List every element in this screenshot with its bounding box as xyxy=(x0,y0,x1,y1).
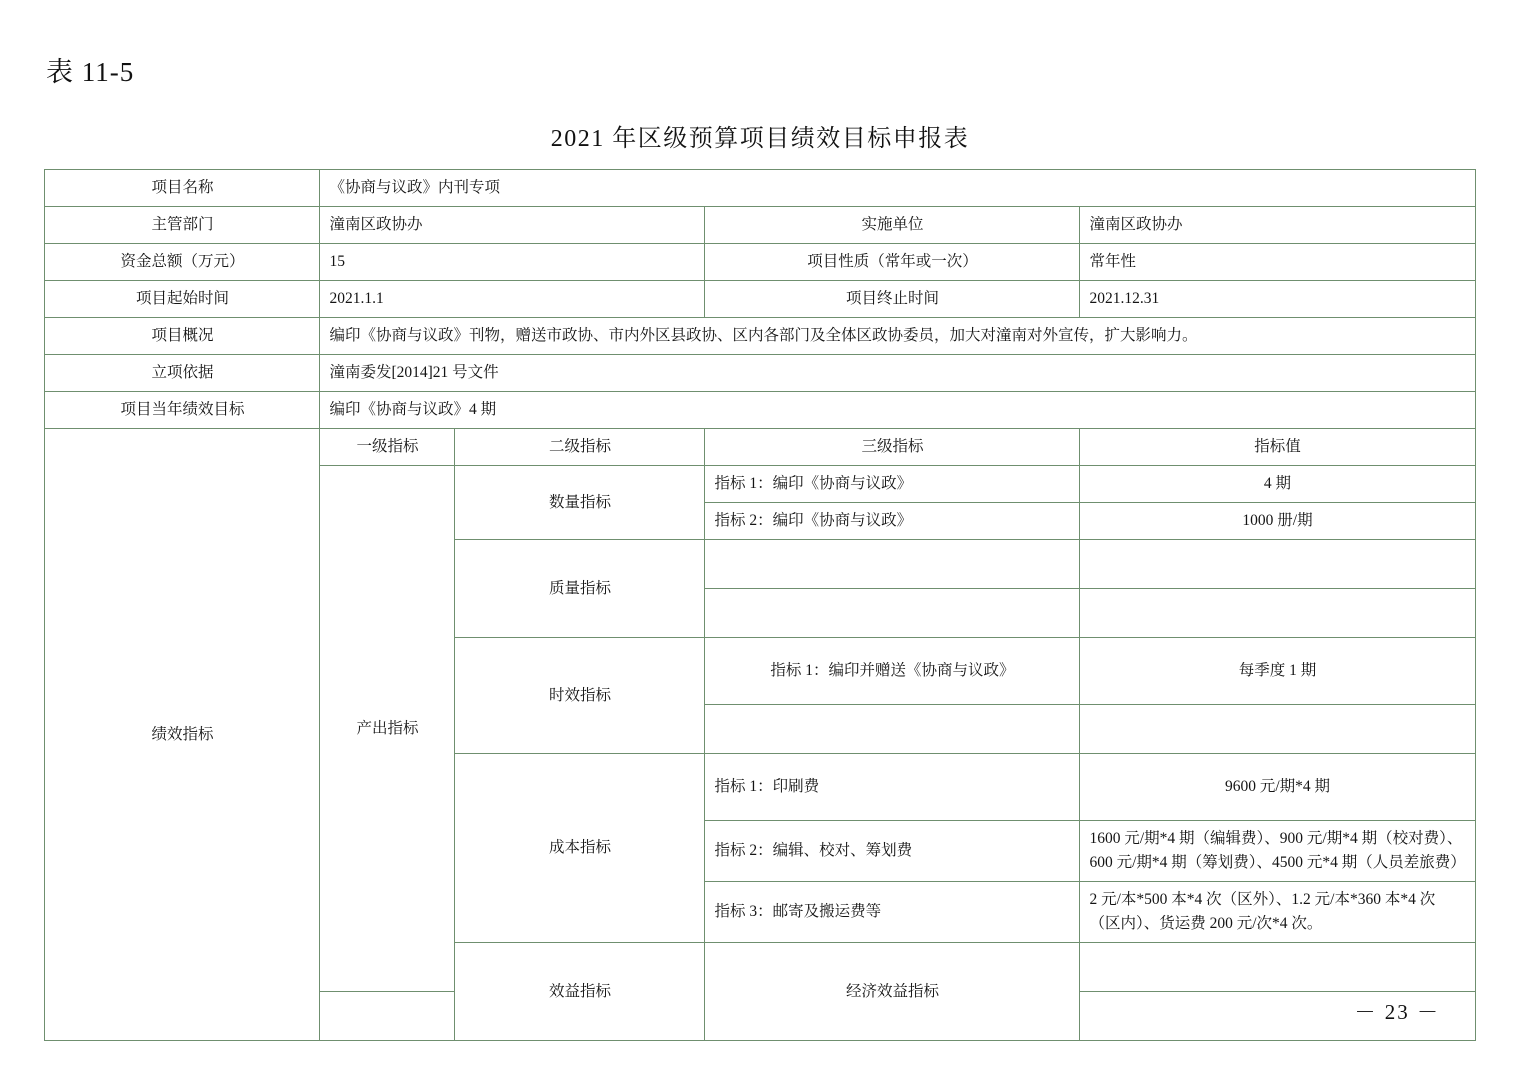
indicator-value: 1600 元/期*4 期（编辑费）、900 元/期*4 期（校对费）、600 元/期*4 期（筹划费）、4500 元*4 期（人员差旅费） xyxy=(1080,821,1475,882)
indicator-name xyxy=(705,540,1080,589)
amount-value: 15 xyxy=(320,244,705,281)
table-row xyxy=(45,392,1475,429)
value-header: 指标值 xyxy=(1080,429,1475,466)
indicator-value: 4 期 xyxy=(1080,466,1475,503)
performance-indicators-label: 绩效指标 xyxy=(45,429,320,1041)
nature-value: 常年性 xyxy=(1080,244,1475,281)
table-row xyxy=(45,355,1475,392)
unit-label: 实施单位 xyxy=(705,207,1080,244)
indicator-value xyxy=(1080,540,1475,589)
indicator-name: 指标 3：邮寄及搬运费等 xyxy=(705,882,1080,943)
table-row xyxy=(45,244,1475,281)
indicator-value: 每季度 1 期 xyxy=(1080,638,1475,705)
level3-header: 三级指标 xyxy=(705,429,1080,466)
level1-header: 一级指标 xyxy=(320,429,455,466)
level1-benefit: 效益指标 xyxy=(455,943,705,1041)
group-quality: 质量指标 xyxy=(455,540,705,638)
group-cost: 成本指标 xyxy=(455,754,705,943)
dept-label: 主管部门 xyxy=(45,207,320,244)
group-economic: 经济效益指标 xyxy=(705,943,1080,1041)
indicator-name: 指标 2：编印《协商与议政》 xyxy=(705,503,1080,540)
indicator-name: 指标 1：编印并赠送《协商与议政》 xyxy=(705,638,1080,705)
table-row xyxy=(45,281,1475,318)
start-value: 2021.1.1 xyxy=(320,281,705,318)
unit-value: 潼南区政协办 xyxy=(1080,207,1475,244)
end-label: 项目终止时间 xyxy=(705,281,1080,318)
indicator-value: 1000 册/期 xyxy=(1080,503,1475,540)
indicator-name xyxy=(1080,943,1475,992)
amount-label: 资金总额（万元） xyxy=(45,244,320,281)
indicator-name: 指标 1：编印《协商与议政》 xyxy=(705,466,1080,503)
indicator-name xyxy=(705,589,1080,638)
indicator-name: 指标 2：编辑、校对、筹划费 xyxy=(705,821,1080,882)
dept-value: 潼南区政协办 xyxy=(320,207,705,244)
table-row xyxy=(45,207,1475,244)
table-row xyxy=(45,170,1475,207)
start-label: 项目起始时间 xyxy=(45,281,320,318)
nature-label: 项目性质（常年或一次） xyxy=(705,244,1080,281)
group-quantity: 数量指标 xyxy=(455,466,705,540)
indicator-value: 9600 元/期*4 期 xyxy=(1080,754,1475,821)
overview-label: 项目概况 xyxy=(45,318,320,355)
level1-output: 产出指标 xyxy=(320,466,455,992)
performance-target-table xyxy=(44,169,1475,1041)
table-row xyxy=(45,429,1475,466)
form-label: 表 11-5 xyxy=(46,57,135,87)
table-row xyxy=(45,318,1475,355)
indicator-value: 2 元/本*500 本*4 次（区外）、1.2 元/本*360 本*4 次（区内）、货运费 200 元/次*4 次。 xyxy=(1080,882,1475,943)
overview-value: 编印《协商与议政》刊物，赠送市政协、市内外区县政协、区内各部门及全体区政协委员，加大对潼南对外宣传，扩大影响力。 xyxy=(320,318,1475,355)
basis-value: 潼南委发[2014]21 号文件 xyxy=(320,355,1475,392)
year-goal-value: 编印《协商与议政》4 期 xyxy=(320,392,1475,429)
basis-label: 立项依据 xyxy=(45,355,320,392)
indicator-value xyxy=(1080,705,1475,754)
page-number: － 23 － xyxy=(1354,1000,1440,1024)
indicator-value xyxy=(1080,589,1475,638)
indicator-name: 指标 1：印刷费 xyxy=(705,754,1080,821)
group-timeliness: 时效指标 xyxy=(455,638,705,754)
indicator-name xyxy=(320,992,455,1041)
level2-header: 二级指标 xyxy=(455,429,705,466)
project-name-label: 项目名称 xyxy=(45,170,320,207)
page-title: 2021 年区级预算项目绩效目标申报表 xyxy=(550,126,970,152)
year-goal-label: 项目当年绩效目标 xyxy=(45,392,320,429)
indicator-name xyxy=(705,705,1080,754)
project-name-value: 《协商与议政》内刊专项 xyxy=(320,170,1475,207)
end-value: 2021.12.31 xyxy=(1080,281,1475,318)
